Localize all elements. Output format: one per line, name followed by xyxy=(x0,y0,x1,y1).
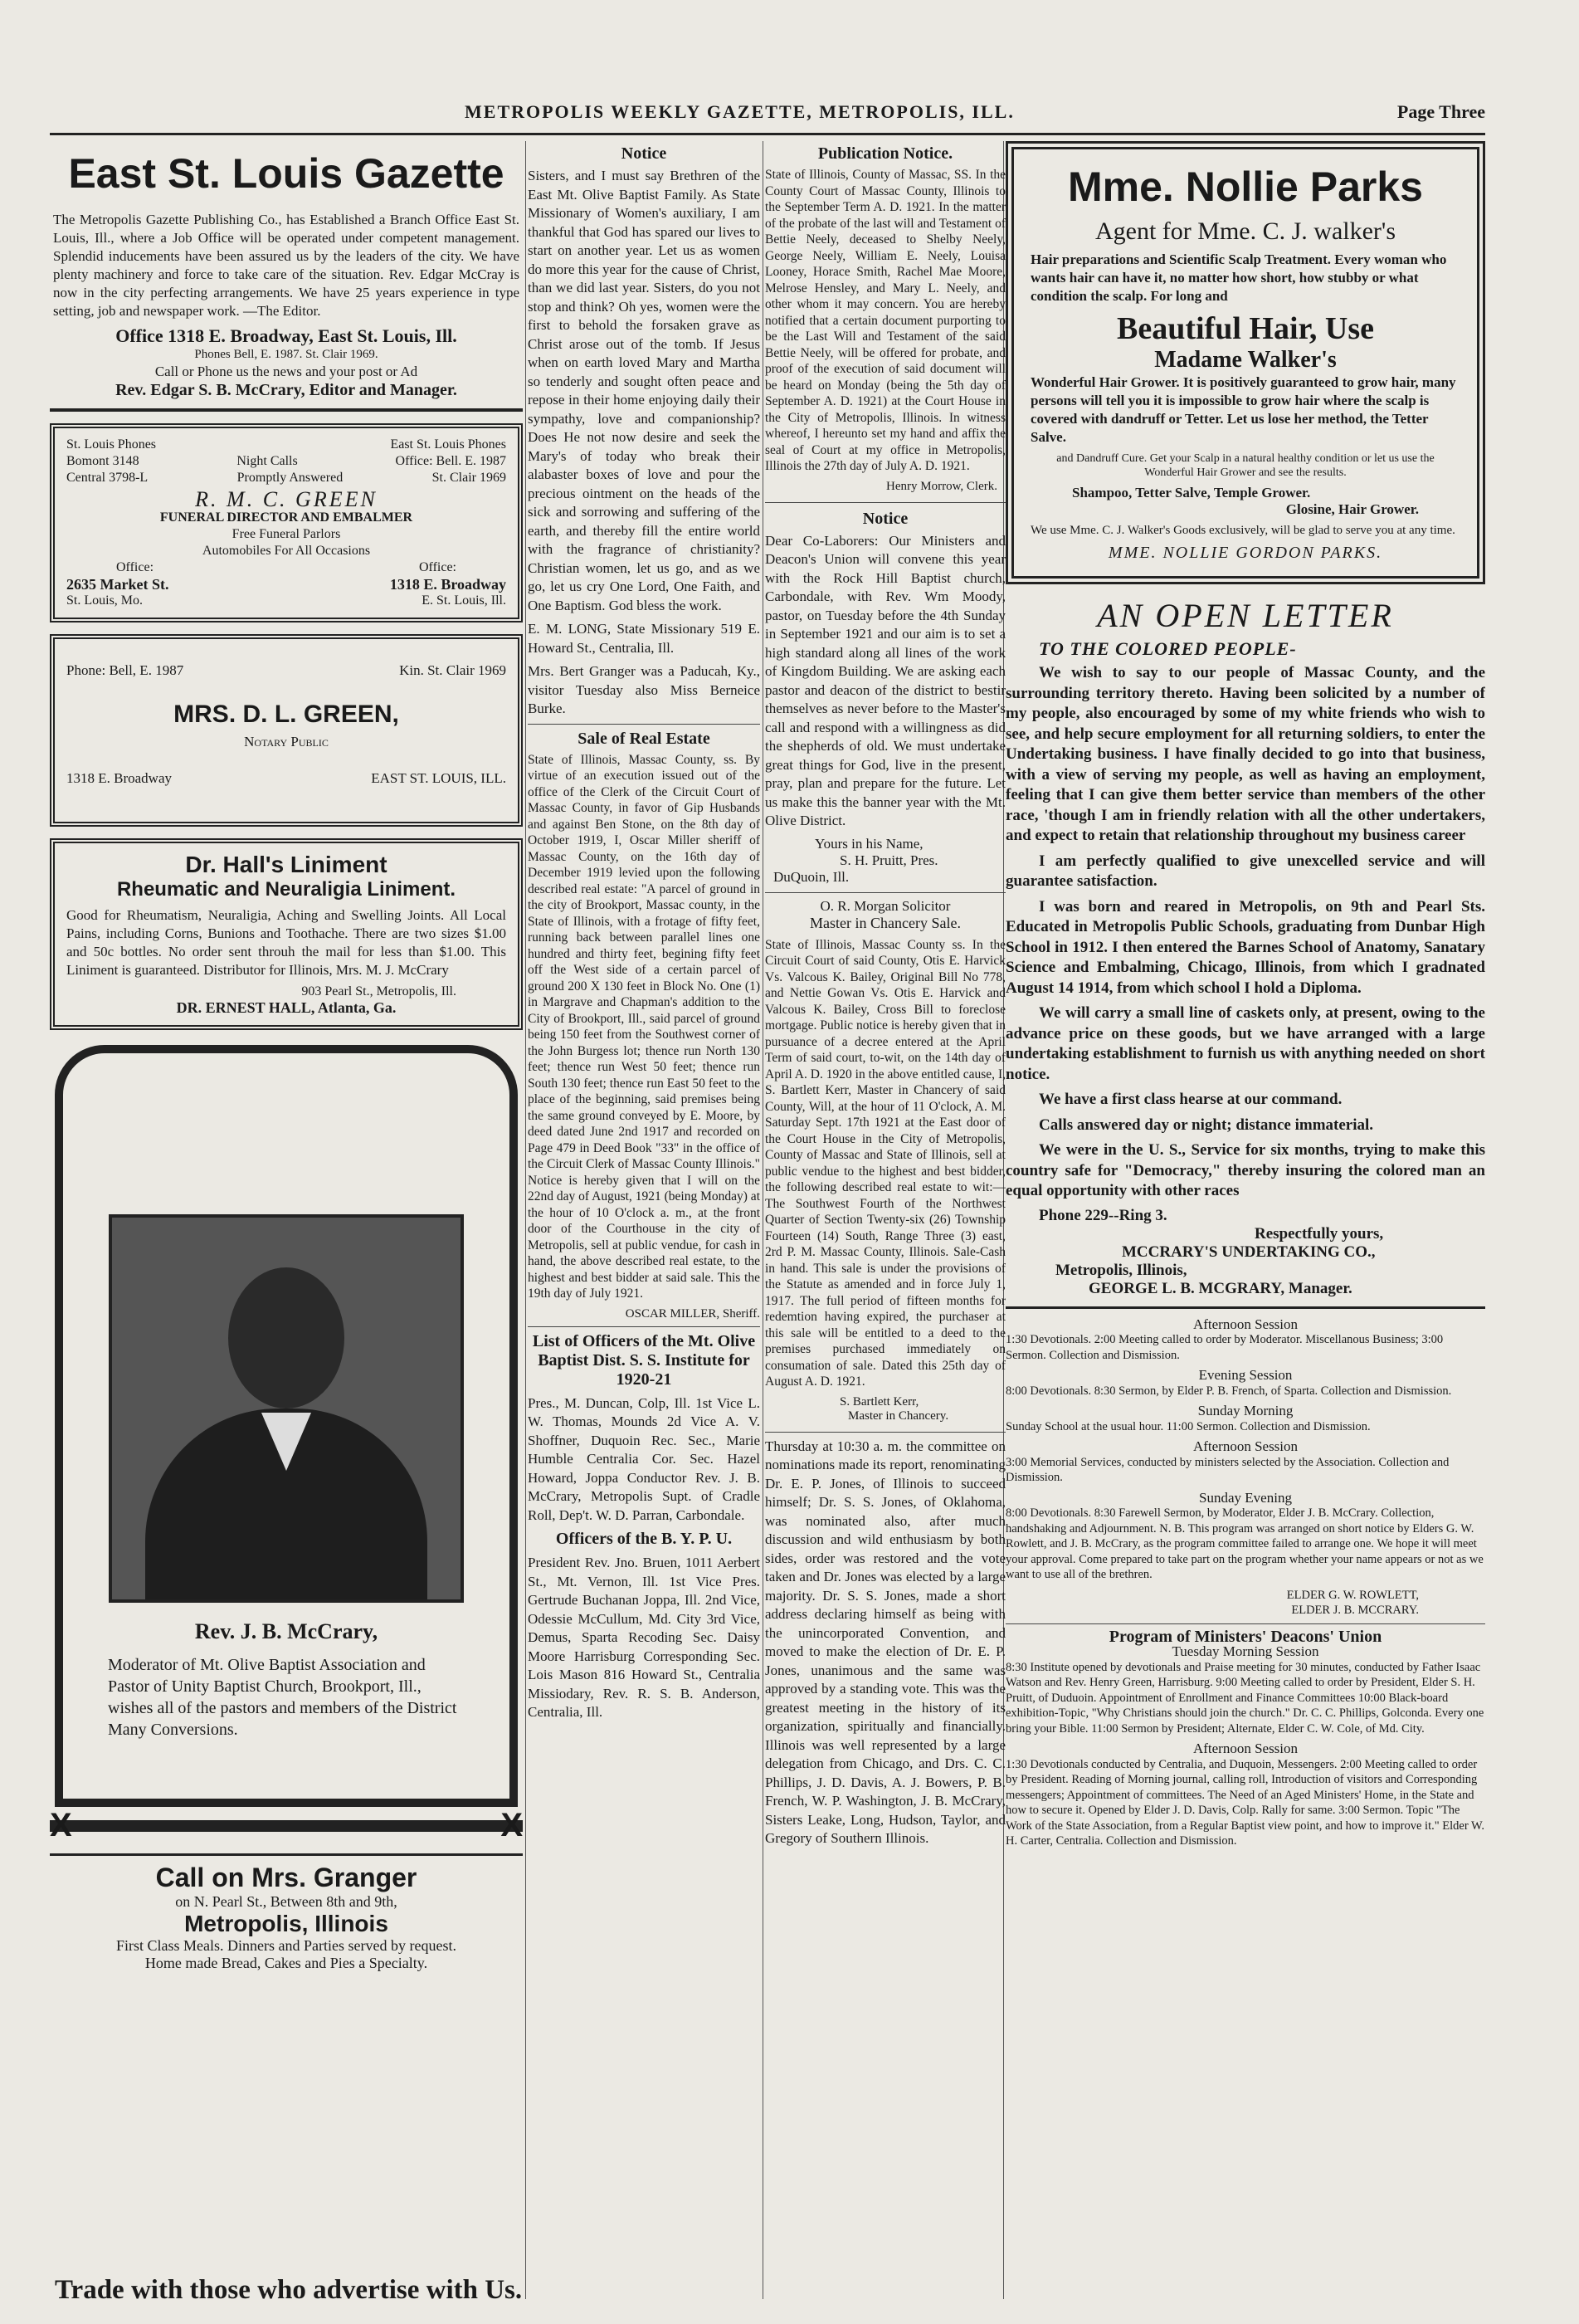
green-autos: Automobiles For All Occasions xyxy=(202,544,371,558)
notice-body: Sisters, and I must say Brethren of the East Mt. Olive Baptist Family. As State Missionary of Women's auxiliary, I am thankful that God has spared our lives to start on another year. Let us as women do more this year for the cause of Christ, than we did last year. Sisters, do you not stop and think? Oh yes, women were the first to behold the forsaken grave as Christ arose out of the tomb. If Jesus when on earth loved Mary and Martha so tenderly and sought often peace and repose in their home enjoying daily their sympathy, love and companionship? Does He not now desire and seek the Mary's of today who break their alabaster boxes of love and pour the precious ointment on the heads of the sick and sorrowing and suffering of the earth, and thereby fill the entire world with the fragrance of christianity? Christian women, let us go, and as we go, let us cry One Lord, One Faith, and One Baptism. God bless the work. xyxy=(528,168,760,613)
letter-closing: Respectfully yours, xyxy=(1255,1224,1384,1243)
parks-madame: Madame Walker's xyxy=(1154,347,1337,373)
notary-role: Notary Public xyxy=(244,734,329,749)
program-evening: 8:00 Devotionals. 8:30 Sermon, by Elder P. B. French, of Sparta. Collection and Dismission. xyxy=(1006,1384,1452,1398)
notary-name: MRS. D. L. GREEN, xyxy=(173,701,399,728)
notary-phone: Kin. St. Clair 1969 xyxy=(399,662,506,678)
union-notice-body: Dear Co-Laborers: Our Ministers and Deacon's Union will convene this year with the Rock Hill Baptist church, Carbondale, with Rev. Wm Moody, pastor, on Tuesday before the 4th Sunday in September 1921 and our aim is to set a high standard along all lines of the work of Kingdom Building. We are asking each pastor and deacon of the district to bestir themselves as never before to the Master's call and respond with a willingness as did the shepherds of old. We must undertake great things for God, live in the present, pray, plan and prepare for the future. Let us make this the banner year with the Mt. Olive District. xyxy=(765,532,1006,828)
green-city: E. St. Louis, Ill. xyxy=(422,593,506,608)
publication-heading: Publication Notice. xyxy=(817,144,953,163)
green-parlors: Free Funeral Parlors xyxy=(231,527,341,541)
morgan-sig-1: S. Bartlett Kerr, xyxy=(840,1394,919,1409)
letter-p5: We have a first class hearse at our command. xyxy=(1039,1091,1343,1108)
memorial-bar xyxy=(50,1807,523,1843)
morgan-body: State of Illinois, Massac County ss. In the Circuit Court of said County, Otis E. Harvick Vs. Valcous K. Bailey, Original Bill No 778, and Nettie Gowan Vs. Otis E. Harvick and Valcous K. Bailey, Cross Bill to foreclose mortgage. Public notice is hereby given that in pursuance of a decree entered at the April Term of said court, to-wit, on the 14th day of April A. D. 1920 in the above entitled cause, I, S. Bartlett Kerr, Master in Chancery of said County, Will, at the hour of 11 O'clock, A. M. Saturday Sept. 17th 1921 at the East door of the Court House in the City of Metropolis, County of Massac and State of Illinois, sell at public vendue to the highest and best bidder, the following described real estate to wit:— The Southwest Fourth of the Northwest Quarter of Section Twenty-six (26) Township Fourteen (14) South, Range Three (3) east, 2rd P. M. Massac County, Illinois. Sale-Cash in hand. This sale is under the provisions of the Statute as amended and in force July 1, 1917. The full period of fifteen months for redemtion having expired, the purchaser at this sale will be entitled to a deed to the premises purchased immediately on consumation of sale. Dated this 25th day of August A. D. 1921. xyxy=(765,937,1006,1389)
portrait-face xyxy=(228,1267,344,1409)
program-sunday-afternoon-heading: Afternoon Session xyxy=(1192,1438,1299,1454)
parks-body-2: Wonderful Hair Grower. It is positively guaranteed to grow hair, many persons will tell you it is impossible to grow hair where the scalp is covered with dandruff or Tetter. Let us lose her method, the Tetter Salve. xyxy=(1031,374,1456,445)
esl-gazette-ad xyxy=(50,141,523,412)
tuesday-program: 8:30 Institute opened by devotionals and Praise meeting for 30 minutes, conducted by Father Isaac Watson and Rev. Henry Green, Harrisburg. 9:00 Meeting called to order by President, Elder S. H. Pruitt, of Duduoin. Appointment of Enrollment and Finance Committees 10:00 Black-board exhibition-Topic, "Why Christians should join the church." Dr. C. C. Phillips, Golconda. Every one bring your Bible. 11:00 Sermon by President; Alternate, Elder C. W. Cole, of Md. City. xyxy=(1006,1660,1484,1736)
granger-line2: First Class Meals. Dinners and Parties served by request. xyxy=(116,1937,456,1954)
letter-company: MCCRARY'S UNDERTAKING CO., xyxy=(1122,1243,1376,1261)
letter-p2: I am perfectly qualified to give unexcelled service and will guarantee satisfaction. xyxy=(1006,852,1485,890)
liniment-subtitle: Rheumatic and Neuraligia Liniment. xyxy=(116,878,456,901)
parks-agent: Agent for Mme. C. J. walker's xyxy=(1094,217,1396,245)
parks-body-1: Hair preparations and Scientific Scalp Treatment. Every woman who wants hair can have it, no matter how short, how stubby or what condition the scalp. For long and xyxy=(1031,251,1447,304)
green-phones-left: St. Louis Phones xyxy=(66,437,157,452)
program-afternoon: 1:30 Devotionals. 2:00 Meeting called to order by Moderator. Miscellanous Business; 3:00 Sermon. Collection and Dismission. xyxy=(1006,1333,1444,1362)
program-sig-1: ELDER G. W. ROWLETT, xyxy=(1286,1588,1419,1602)
morgan-heading-2: Master in Chancery Sale. xyxy=(810,914,961,931)
esl-editor: Rev. Edgar S. B. McCrary, Editor and Manager. xyxy=(115,381,457,399)
union-sig-3: DuQuoin, Ill. xyxy=(773,868,850,885)
union-sig-2: S. H. Pruitt, Pres. xyxy=(840,852,938,868)
bypu-heading: Officers of the B. Y. P. U. xyxy=(555,1530,733,1548)
letter-p4: We will carry a small line of caskets only, at present, owing to the advance price on these goods, but we have arranged with a large undertaking establishment to furnish us with anything needed on short notice. xyxy=(1006,1004,1485,1083)
green-line: Central 3798-L xyxy=(66,471,149,485)
convention-report: Thursday at 10:30 a. m. the committee on nominations made its report, renominating Dr. E. P. Jones, of Illinois to succeed himself; Dr. S. S. Jones, of Oklahoma, was nominated also, after much discussion and wild enthusiasm by both sides, order was restored and the vote taken and Dr. Jones was elected by a large majority. Dr. S. S. Jones, made a short address declaring himself as being with the unincorporated Convention, and moved to make the election of Dr. E. P. Jones, unanimous and the same was approved by a standing vote. This was the greatest meeting in the history of its organization, spiritually and financially. Illinois was well represented by a large delegation from Chicago, and Drs. C. C. Phillips, J. D. Davis, A. J. Bowers, P. B. French, W. P. Washington, J. B. McCrary, Sisters Leake, Long, Hudson, Taylor, and Gregory of Southern Illinois. xyxy=(765,1432,1006,1848)
page-header xyxy=(50,101,1485,134)
esl-call: Call or Phone us the news and your post or Ad xyxy=(154,364,418,379)
liniment-body: Good for Rheumatism, Neuraligia, Aching and Swelling Joints. All Local Pains, including Corns, Bunions and Toothache. There are two sizes $1.00 and 50c bottles. No order sent throuh the mail for less than $1.00. This Liniment is guaranteed. Distributor for Illinois, Mrs. M. J. McCrary xyxy=(66,907,506,978)
portrait-photo xyxy=(109,1214,464,1603)
union-sig-1: Yours in his Name, xyxy=(815,835,924,852)
memorial-x-left: X xyxy=(50,1807,72,1843)
green-role: FUNERAL DIRECTOR AND EMBALMER xyxy=(159,510,413,525)
sale-body: State of Illinois, Massac County, ss. By virtue of an execution issued out of the office of the Clerk of the Circuit Court of Massac County, in favor of Gip Husbands and against Ben Stone, on the 8th day of October 1919, I, Oscar Miller sheriff of Massac County, on the 16th day of December 1919 levied upon the following described real estate: "A parcel of ground in the city of Brookport, Massac county, in the State of Illinois, with a frotage of fifty feet, running back between parallel lines one hundred and thirty feet, begining fifty feet off the West side of a certain parcel of ground 200 X 130 feet in Block No. One (1) in Margrave and Chapman's addition to the City of Brookport, Ill., said parcel of ground being 150 feet from the Southwest corner of the John Burgess lot; thence run North 130 feet; thence run West 50 feet; thence run South 130 feet; thence run East 50 feet to the place of the beginning, said premises being the same ground conveyed by E. Moore, by deed dated June 2nd 1917 and recorded on Page 479 in Deed Book "33" in the office of the Circuit Clerk of Massac County Illinois." Notice is hereby given that I will on the 22nd day of August, 1921 (being Monday) at the hour of 10 O'clock a. m., at the front door of the Courthouse in the city of Metropolis, sell at public vendue, for cash in hand, the above described real estate, to the highest and best bidder at said sale. This the 19th day of July 1921. xyxy=(528,752,760,1301)
green-funeral-ad xyxy=(50,423,523,622)
letter-manager: GEORGE L. B. MCGRARY, Manager. xyxy=(1089,1279,1352,1297)
tuesday-afternoon-heading: Afternoon Session xyxy=(1192,1741,1299,1756)
green-office-label: Office: xyxy=(418,560,456,574)
morgan-sig-2: Master in Chancery. xyxy=(848,1409,949,1423)
letter-phone: Phone 229--Ring 3. xyxy=(1039,1206,1167,1224)
column-1 xyxy=(50,141,523,2316)
column-3 xyxy=(765,141,1006,2316)
program-sunday-evening-heading: Sunday Evening xyxy=(1199,1489,1292,1506)
bypu-list: President Rev. Jno. Bruen, 1011 Aerbert St., Mt. Vernon, Ill. 1st Vice Pres. Gertrude Buchanan Joppa, Ill. 2nd Vice, Odessie McCullum, Md. City 3rd Vice, Demus, Sparta Recoding Sec. Daisy Moore Harrisburg Corresponding Sec. Lois Mason 816 Howard St., Centralia Missiodary, Rev. R. S. B. Anderson, Centralia, Ill. xyxy=(528,1555,760,1720)
liniment-address: 903 Pearl St., Metropolis, Ill. xyxy=(301,984,456,998)
notary-ad xyxy=(50,634,523,827)
parks-title: Mme. Nollie Parks xyxy=(1068,164,1423,210)
publication-signature: Henry Morrow, Clerk. xyxy=(886,479,997,493)
paper-title: METROPOLIS WEEKLY GAZETTE, METROPOLIS, ILL. xyxy=(465,101,1015,122)
tuesday-heading: Tuesday Morning Session xyxy=(1172,1643,1319,1659)
liniment-ad xyxy=(50,838,523,1030)
granger-visit: Mrs. Bert Granger was a Paducah, Ky., visitor Tuesday also Miss Berneice Burke. xyxy=(528,663,760,716)
esl-office: Office 1318 E. Broadway, East St. Louis, Ill. xyxy=(115,325,457,346)
header-rule xyxy=(50,133,1485,135)
green-office-label: Office: xyxy=(116,560,154,574)
trade-slogan: Trade with those who advertise with Us. xyxy=(55,2275,523,2305)
program xyxy=(1006,1317,1485,1849)
memorial-x-right: X xyxy=(500,1807,523,1843)
program-sunday-heading: Sunday Morning xyxy=(1197,1403,1294,1418)
green-address: 1318 E. Broadway xyxy=(389,576,506,593)
memorial-body: Moderator of Mt. Olive Baptist Association and Pastor of Unity Baptist Church, Brookport, Ill., wishes all of the pastors and members of the District Many Conversions. xyxy=(108,1656,457,1739)
parks-products-2: Glosine, Hair Grower. xyxy=(1285,501,1419,517)
tuesday-afternoon: 1:30 Devotionals conducted by Centralia, and Duquoin, Messengers. 2:00 Meeting called to order by President. Reading of Morning journal, calling roll, Introduction of visitors and Corresponding messengers; Appointment of committees. The Need of an Aged Ministers' Home, in the State and how to secure it. Opened by Elder J. D. Davis, Colp. Rally for same. 3:00 Sermon. Topic "The Work of the State Association, from a Regular Baptist view point, and how to improve it." Elder W. H. Carter, Centralia. Collection and Dismission. xyxy=(1006,1757,1485,1848)
granger-line1: on N. Pearl St., Between 8th and 9th, xyxy=(175,1893,397,1910)
program-sunday-afternoon: 3:00 Memorial Services, conducted by ministers selected by the Association. Collection and Dismission. xyxy=(1006,1455,1450,1484)
esl-body: The Metropolis Gazette Publishing Co., has Established a Branch Office East St. Louis, Ill., where a Job Office will be operated under competent management. Splendid inducements have been assured us by the leaders of the city. We have plenty machinery and force to take care of the situation. Rev. Edgar McCray is now in the city perfecting arrangements. We have 25 years experience in type setting, job and newspaper work. —The Editor. xyxy=(53,212,519,319)
union-notice-heading: Notice xyxy=(765,502,1006,529)
notary-address: EAST ST. LOUIS, ILL. xyxy=(371,770,506,786)
letter-title: AN OPEN LETTER xyxy=(1097,597,1394,634)
green-line: Office: Bell. E. 1987 xyxy=(395,454,506,468)
green-line: Promptly Answered xyxy=(236,471,344,485)
esl-title: East St. Louis Gazette xyxy=(68,150,504,197)
program-evening-heading: Evening Session xyxy=(1198,1367,1293,1383)
program-sig-2: ELDER J. B. MCCRARY. xyxy=(1291,1604,1419,1617)
green-address: 2635 Market St. xyxy=(66,576,169,593)
program-sunday-evening: 8:00 Devotionals. 8:30 Farewell Sermon, by Moderator, Elder J. B. McCrary. Collection, handshaking and Adjournment. N. B. This program was arranged on short notice by Elders G. W. Rowlett, and J. B. McCrary, as the program committee failed to arrange one. We hope it will meet your approval. Come prepared to take part on the program whether your name appears or not as we want to use all of the brethren. xyxy=(1006,1506,1484,1581)
column-4 xyxy=(1006,141,1485,2316)
parks-body-4: We use Mme. C. J. Walker's Goods exclusively, will be glad to serve you at any time. xyxy=(1031,524,1455,537)
parks-body-3: and Dandruff Cure. Get your Scalp in a natural healthy condition or let us use the Wonderful Hair Grower and see the results. xyxy=(1056,452,1435,479)
green-city: St. Louis, Mo. xyxy=(66,593,144,608)
memorial-name: Rev. J. B. McCrary, xyxy=(194,1619,378,1643)
parks-signature: MME. NOLLIE GORDON PARKS. xyxy=(1108,544,1383,562)
officers-list: Pres., M. Duncan, Colp, Ill. 1st Vice L. W. Thomas, Mounds 2d Vice A. V. Shoffner, Duquoin Rec. Sec., Marie Humble Centralia Cor. Sec. Hazel Howard, Joppa Conductor Rev. J. B. McCrary, Metropolis Supt. of Cradle Roll, Dep't. W. D. Parran, Carbondale. xyxy=(528,1394,760,1523)
letter-p7: We were in the U. S., Service for six months, trying to make this country safe for "Democracy," thereby insuring the colored man an equal opportunity with other races xyxy=(1006,1141,1485,1199)
green-line: St. Clair 1969 xyxy=(431,471,506,485)
letter-p6: Calls answered day or night; distance immaterial. xyxy=(1039,1116,1374,1134)
notary-phone: Phone: Bell, E. 1987 xyxy=(66,662,184,678)
notary-address: 1318 E. Broadway xyxy=(66,770,173,786)
column-rule xyxy=(525,141,526,2299)
notice-heading: Notice xyxy=(621,144,667,163)
letter-p3: I was born and reared in Metropolis, on 9th and Pearl Sts. Educated in Metropolis Public Schools, graduating from Dunbar High School in 1912. I then entered the Barnes School of Anatomy, Sanatary Science and Embalming, Chicago, Illinois, from which I gradnated August 14 1914, from which school I hold a Diploma. xyxy=(1006,897,1485,997)
parks-beautiful: Beautiful Hair, Use xyxy=(1117,311,1374,346)
program-afternoon-heading: Afternoon Session xyxy=(1192,1316,1299,1332)
parks-products-1: Shampoo, Tetter Salve, Temple Grower. xyxy=(1072,485,1311,500)
letter-to: TO THE COLORED PEOPLE- xyxy=(1039,638,1297,659)
publication-body: State of Illinois, County of Massac, SS. In the County Court of Massac County, Illinois to the September Term A. D. 1921. In the matter of the probate of the last will and Testament of Bettie Neely, deceased to Shelby Neely, George Neely, William E. Neely, Louisa Looney, Horace Smith, Rachel Mae Moore, Melrose Hensley, and Mary L. Neely, and other whom it may concern. You are hereby notified that a certain document purporting to be the Last Will and Testament of the said Bettie Neely, will be offered for probate, and proof of the execution of said document will be heard on Monday (being the 5th day of September A. D. 1921) at the Court House in the City of Metropolis, Illinois. In witness whereof, I hereunto set my hand and affix the seal of Court at my office in Metropolis, Illinois the 27th day of July A. D. 1921. xyxy=(765,168,1006,473)
granger-line3: Home made Bread, Cakes and Pies a Specialty. xyxy=(144,1955,428,1971)
liniment-title: Dr. Hall's Liniment xyxy=(185,852,387,877)
sale-signature: OSCAR MILLER, Sheriff. xyxy=(625,1306,760,1321)
deacons-heading: Program of Ministers' Deacons' Union xyxy=(1006,1623,1485,1645)
letter-city: Metropolis, Illinois, xyxy=(1055,1261,1187,1279)
letter-p1: We wish to say to our people of Massac County, and the surrounding territory thereto. Having been solicited by a number of my people, also encouraged by some of my white friends who wish to see, and help secure employment for all returning soldiers, to enter the Undertaking business. I have finally decided to go into that business, with a view of serving my people, as well as having an employment, feeling that I can give them better service than members of the other race, 'though I am in friendly relation with all the other undertakers, and expect to retain that relationship throughout my business career xyxy=(1006,664,1485,844)
officers-heading: List of Officers of the Mt. Olive Baptist Dist. S. S. Institute for 1920-21 xyxy=(528,1326,760,1389)
green-line: Night Calls xyxy=(236,454,298,468)
esl-phones: Phones Bell, E. 1987. St. Clair 1969. xyxy=(194,348,378,361)
granger-city: Metropolis, Illinois xyxy=(184,1911,388,1936)
page-number: Page Three xyxy=(1396,101,1485,122)
green-name: R. M. C. GREEN xyxy=(195,487,378,511)
granger-title: Call on Mrs. Granger xyxy=(155,1863,417,1892)
morgan-heading-1: O. R. Morgan Solicitor xyxy=(765,892,1006,915)
parks-ad xyxy=(1006,141,1485,584)
memorial-bar-line xyxy=(50,1820,523,1832)
green-phones-right: East St. Louis Phones xyxy=(390,437,506,452)
liniment-signature: DR. ERNEST HALL, Atlanta, Ga. xyxy=(176,999,397,1016)
granger-ad xyxy=(50,1853,523,1972)
sale-heading: Sale of Real Estate xyxy=(528,724,760,749)
notice-signature: E. M. LONG, State Missionary 519 E. Howard St., Centralia, Ill. xyxy=(528,621,760,656)
program-sunday: Sunday School at the usual hour. 11:00 Sermon. Collection and Dismission. xyxy=(1006,1419,1371,1433)
memorial-box xyxy=(55,1045,518,1807)
open-letter xyxy=(1006,596,1485,1309)
column-2 xyxy=(528,141,760,2316)
green-line: Bomont 3148 xyxy=(66,454,139,468)
